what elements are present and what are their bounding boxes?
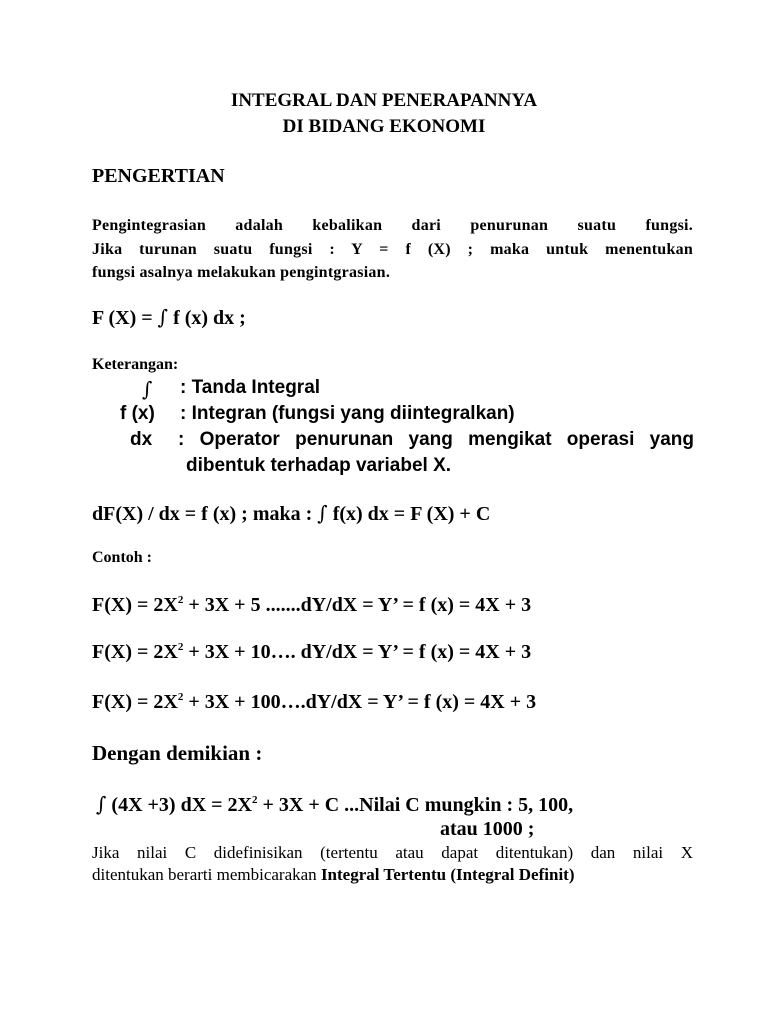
conclusion-formula: ∫ (4X +3) dX = $2X^2 + 3X + C$ ...Nilai C mungkin : 5, 100, [96, 792, 574, 816]
formula-rhs: f (x) dx ; [168, 307, 246, 329]
intro-line-1: Pengintegrasian adalah kebalikan dari penurunan suatu fungsi. [92, 217, 693, 234]
exponent: 2 [177, 594, 184, 606]
conclusion-continuation: atau 1000 ; [440, 818, 535, 840]
document-title-line1: INTEGRAL DAN PENERAPANNYA [230, 90, 538, 111]
keterangan-text-dx: : Operator penurunan yang mengikat operasi yang [178, 429, 694, 450]
integral-symbol: ∫ [157, 305, 169, 329]
keterangan-continuation: dibentuk terhadap variabel X. [186, 455, 452, 476]
keterangan-symbol-fx: f (x) [120, 403, 155, 424]
derivative-right: f(x) dx = F (X) + C [327, 503, 491, 525]
integral-tertentu-term: Integral Tertentu (Integral Definit) [320, 865, 575, 884]
derivative-relation [92, 501, 490, 526]
keterangan-symbol-integral: ∫ [142, 377, 153, 401]
formula-lhs: F (X) = [92, 307, 158, 329]
example-line-3: $F(X) = 2X^2 + 3X$ + 100….dY/dX = Y’ = f (x) = 4X + 3 [92, 691, 537, 713]
integral-symbol: ∫ [317, 501, 328, 525]
exponent: 2 [252, 794, 258, 806]
example-line-1: $F(X) = 2X^2 + 3X + 5$ .......dY/dX = Y’ = f (x) = 4X + 3 [92, 594, 532, 616]
integral-symbol: ∫ [96, 792, 107, 816]
exponent: 2 [177, 691, 184, 703]
keterangan-text-fx: : Integran (fungsi yang diintegralkan) [180, 403, 515, 424]
keterangan-symbol-dx: dx [130, 429, 153, 450]
closing-line-1: Jika nilai C didefinisikan (tertentu atau dapat ditentukan) dan nilai X [92, 843, 693, 862]
closing-line-2: ditentukan berarti membicarakan Integral Tertentu (Integral Definit) [92, 865, 575, 884]
exponent: 2 [177, 641, 184, 653]
conclusion-heading: Dengan demikian : [92, 741, 263, 765]
contoh-heading: Contoh : [92, 549, 153, 566]
section-heading: PENGERTIAN [92, 165, 225, 187]
example-line-2: $F(X) = 2X^2 + 3X$ + 10…. dY/dX = Y’ = f (x) = 4X + 3 [92, 641, 532, 663]
main-formula [92, 305, 246, 330]
intro-line-2: Jika turunan suatu fungsi : Y = f (X) ; maka untuk menentukan [92, 241, 693, 258]
intro-line-3: fungsi asalnya melakukan pengintgrasian. [92, 264, 391, 281]
derivative-left: dF(X) / dx = f (x) ; maka : [92, 503, 318, 525]
keterangan-text-integral: : Tanda Integral [180, 377, 321, 398]
keterangan-heading: Keterangan: [92, 356, 179, 373]
document-title-line2: DI BIDANG EKONOMI [282, 116, 486, 137]
